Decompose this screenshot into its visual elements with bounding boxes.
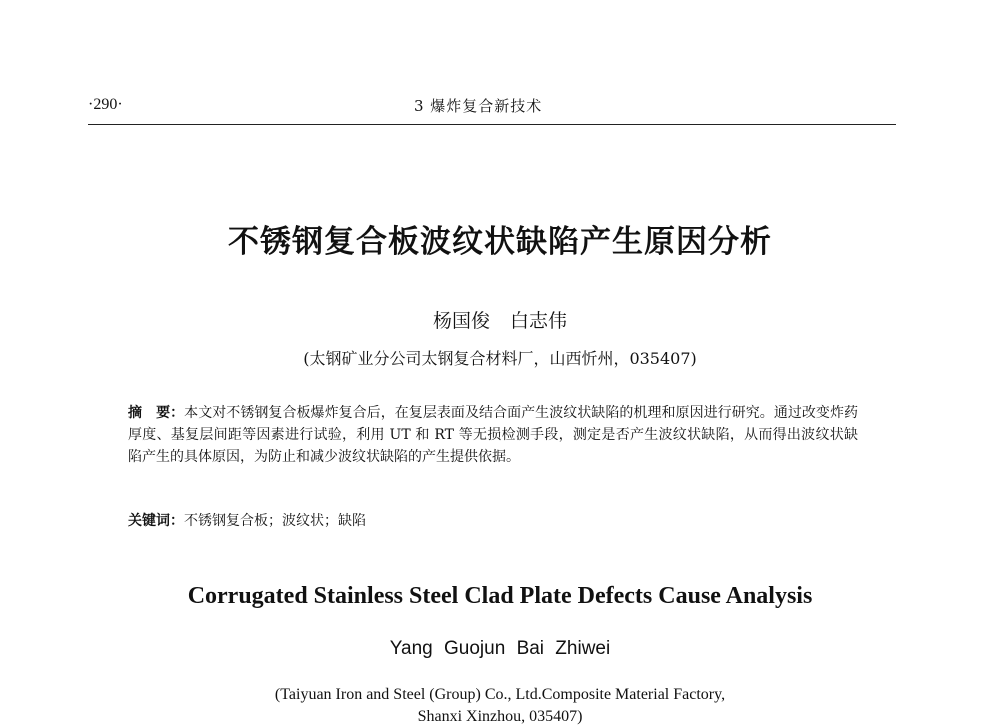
abstract — [128, 402, 858, 468]
page-number: ·290· — [88, 96, 123, 113]
title-chinese: 不锈钢复合板波纹状缺陷产生原因分析 — [228, 224, 772, 260]
keywords — [128, 510, 366, 530]
affiliation-english-line1: (Taiyuan Iron and Steel (Group) Co., Ltd.Composite Material Factory, — [274, 686, 726, 703]
affiliation-english-line2: Shanxi Xinzhou, 035407) — [417, 708, 583, 725]
title-english: Corrugated Stainless Steel Clad Plate Defects Cause Analysis — [187, 583, 813, 609]
authors-chinese: 杨国俊 白志伟 — [432, 310, 568, 332]
abstract-label: 摘 要： — [128, 405, 185, 421]
abstract-text: 本文对不锈钢复合板爆炸复合后，在复层表面及结合面产生波纹状缺陷的机理和原因进行研究。通过改变炸药厚度、基复层间距等因素进行试验，利用 UT 和 RT 等无损检测手段，测定是否产生波纹状缺陷，从而得出波纹状缺陷产生的具体原因，为防止和减少波纹状缺陷的产生提供依据。 — [128, 405, 859, 465]
affiliation-chinese: (太钢矿业分公司太钢复合材料厂，山西忻州，035407) — [303, 349, 697, 368]
header-rule — [88, 124, 896, 125]
running-head: 3 爆炸复合新技术 — [414, 97, 543, 115]
keywords-label: 关键词： — [128, 513, 184, 529]
authors-english: Yang Guojun Bai Zhiwei — [389, 638, 611, 659]
keywords-text: 不锈钢复合板；波纹状；缺陷 — [184, 513, 366, 529]
affiliation-english — [0, 684, 1000, 728]
